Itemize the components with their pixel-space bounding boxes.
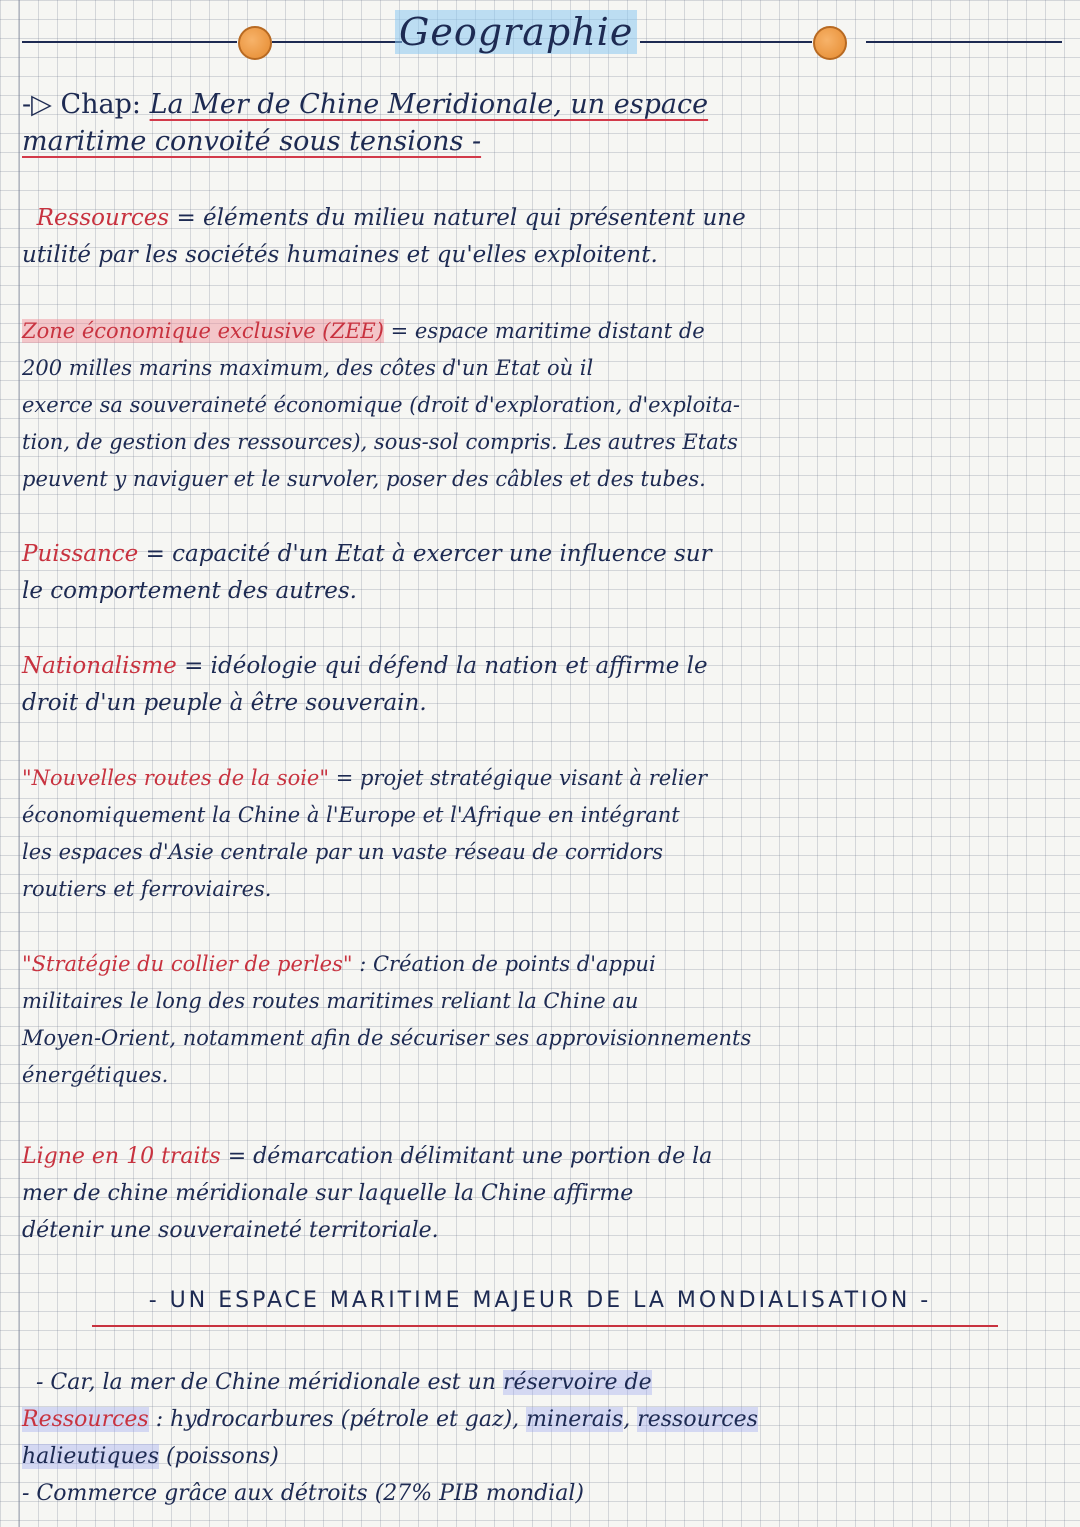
bullet-resources-line-3: halieutiques (poissons) (22, 1444, 279, 1469)
definition-text: économiquement la Chine à l'Europe et l'Afrique en intégrant (22, 803, 680, 827)
term-puissance: Puissance (22, 541, 139, 567)
term-nationalisme: Nationalisme (22, 653, 177, 679)
definition-text: militaires le long des routes maritimes reliant la Chine au (22, 989, 639, 1013)
header-rule-left (22, 41, 237, 43)
highlight-ressources-2: ressources (637, 1407, 758, 1432)
definition-text: 200 milles marins maximum, des côtes d'un Etat où il (22, 356, 594, 380)
definition-text: Moyen-Orient, notamment afin de sécuriser ses approvisionnements (22, 1026, 752, 1050)
binder-hole-left (238, 26, 272, 60)
definition-text: mer de chine méridionale sur laquelle la Chine affirme (22, 1181, 634, 1206)
chapter-line-1 (22, 86, 1066, 123)
definition-nationalisme (22, 648, 1066, 722)
term-ligne-10-traits: Ligne en 10 traits (22, 1144, 221, 1169)
bullet-resources-line-1: - Car, la mer de Chine méridionale est un réservoire de (36, 1370, 652, 1395)
page-title (395, 10, 637, 54)
definition-text: les espaces d'Asie centrale par un vaste réseau de corridors (22, 840, 664, 864)
term-zee: Zone économique exclusive (ZEE) (22, 319, 384, 343)
highlight-reservoir: réservoire de (502, 1370, 652, 1395)
header-rule-mid-left (272, 41, 402, 43)
section-title: - UN ESPACE MARITIME MAJEUR DE LA MONDIALISATION - (148, 1288, 932, 1313)
bullet-list (22, 1364, 1066, 1512)
term-collier-perles: "Stratégie du collier de perles" (22, 952, 353, 976)
highlight-minerais: minerais (526, 1407, 624, 1432)
section-underline (92, 1325, 998, 1327)
binder-hole-right (813, 26, 847, 60)
definition-text: = espace maritime distant de (390, 319, 705, 343)
definition-routes-soie (22, 760, 1066, 908)
definition-collier-perles (22, 946, 1066, 1094)
highlight-ressources: Ressources (22, 1407, 149, 1432)
definition-text: droit d'un peuple à être souverain. (22, 690, 427, 716)
definition-text: utilité par les sociétés humaines et qu'elles exploitent. (22, 242, 658, 268)
definition-zee (22, 313, 1066, 498)
definition-ligne-10-traits (22, 1138, 1066, 1249)
definition-text: énergétiques. (22, 1063, 169, 1087)
definition-puissance (22, 536, 1066, 610)
chapter-title-2: maritime convoité sous tensions - (22, 126, 482, 157)
chapter-line-2 (22, 123, 1066, 160)
definition-text: routiers et ferroviaires. (22, 877, 272, 901)
chapter-heading (22, 86, 1066, 160)
definition-text: = projet stratégique visant à relier (335, 766, 708, 790)
definition-text: tion, de gestion des ressources), sous-sol compris. Les autres Etats (22, 430, 738, 454)
definition-text: détenir une souveraineté territoriale. (22, 1218, 439, 1243)
definition-text: = capacité d'un Etat à exercer une influence sur (145, 541, 712, 567)
chapter-prefix: -▷ Chap: (22, 89, 141, 120)
term-ressources: Ressources (36, 205, 170, 231)
definition-text: = démarcation délimitant une portion de la (227, 1144, 713, 1169)
chapter-title-1: La Mer de Chine Meridionale, un espace (149, 89, 709, 120)
definition-text: : Création de points d'appui (359, 952, 656, 976)
definition-ressources (22, 200, 1066, 274)
definition-text: = éléments du milieu naturel qui présentent une (176, 205, 746, 231)
highlight-halieutiques: halieutiques (22, 1444, 159, 1469)
header-rule-mid-right (640, 41, 812, 43)
definition-text: exerce sa souveraineté économique (droit d'exploration, d'exploita- (22, 393, 741, 417)
definition-text: peuvent y naviguer et le survoler, poser des câbles et des tubes. (22, 467, 706, 491)
bullet-commerce: - Commerce grâce aux détroits (27% PIB mondial) (22, 1481, 584, 1506)
term-routes-soie: "Nouvelles routes de la soie" (22, 766, 330, 790)
page-title-text: Geographie (395, 10, 637, 54)
bullet-resources-line-2: Ressources : hydrocarbures (pétrole et gaz), minerais, ressources (22, 1407, 758, 1432)
definition-text: le comportement des autres. (22, 578, 357, 604)
margin-line (18, 0, 20, 1527)
header-rule-right (866, 41, 1062, 43)
definition-text: = idéologie qui défend la nation et affirme le (184, 653, 708, 679)
